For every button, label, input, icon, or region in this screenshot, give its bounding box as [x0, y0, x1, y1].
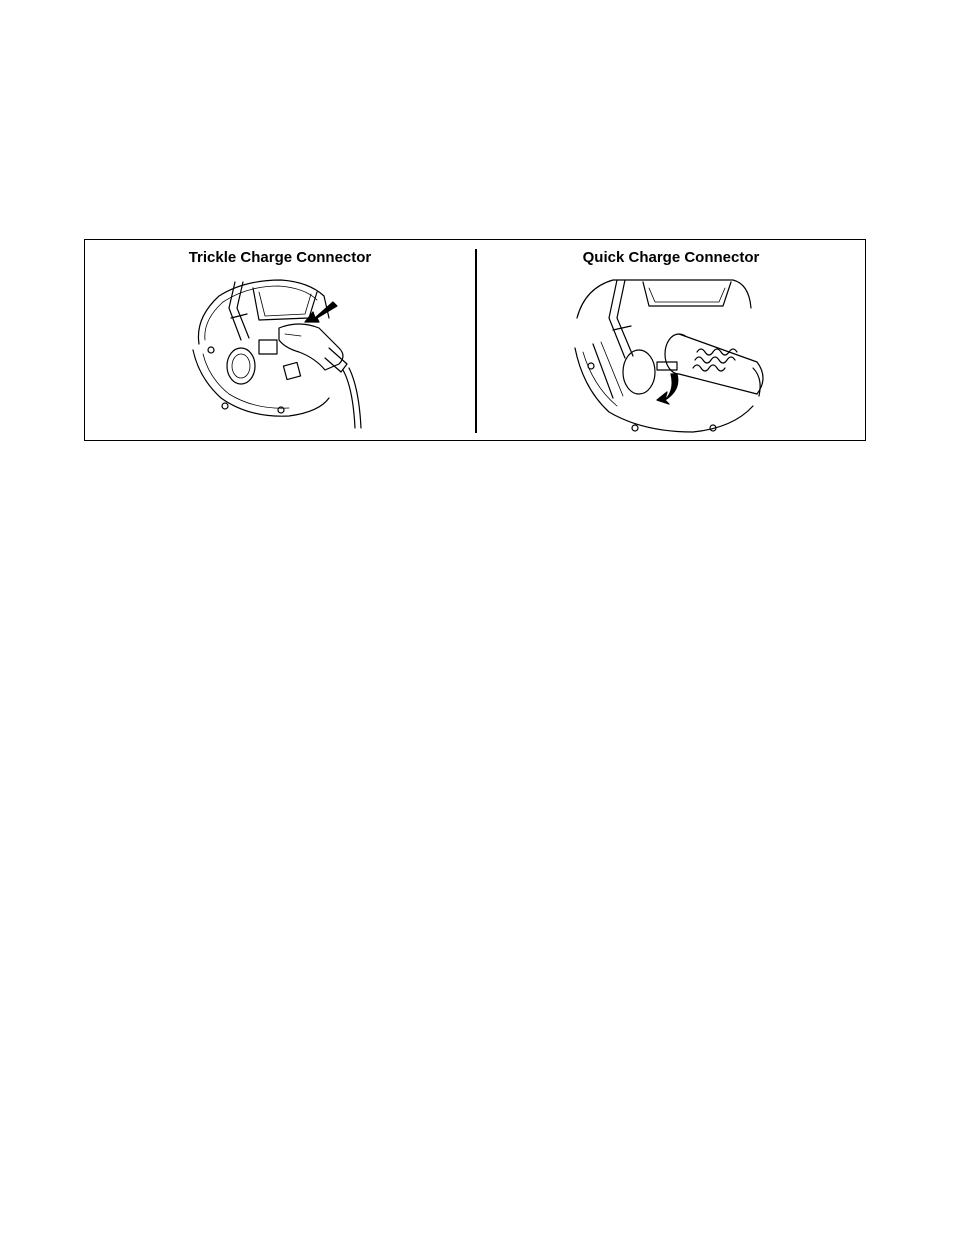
quick-charge-connector-illustration: [573, 278, 769, 434]
panel-title-quick: Quick Charge Connector: [582, 249, 760, 266]
trickle-charge-connector-illustration: [189, 278, 371, 430]
figure-box: [84, 239, 866, 441]
panel-quick-charge: [477, 240, 865, 440]
panel-title-trickle: Trickle Charge Connector: [188, 249, 372, 266]
panel-trickle-charge: [85, 240, 475, 440]
